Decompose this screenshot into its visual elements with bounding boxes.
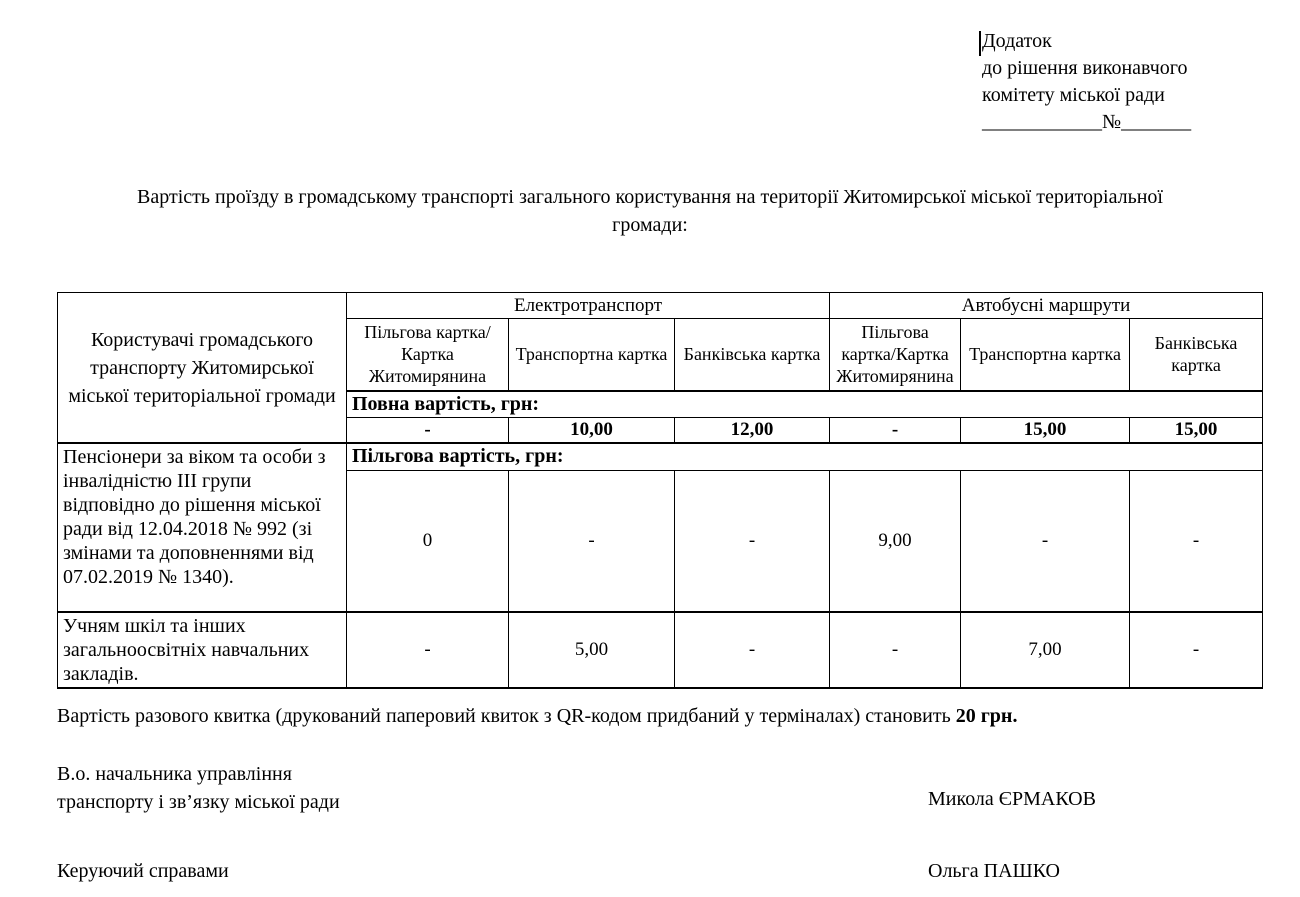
fare-value-cell: - (509, 470, 675, 612)
fare-value-cell: - (675, 470, 830, 612)
full-price-value: - (830, 417, 961, 443)
signature-position-transport-head (57, 760, 340, 816)
full-price-label: Повна вартість, грн: (347, 391, 1263, 418)
fare-value-cell: - (675, 612, 830, 688)
signatory-name-yermakov: Микола ЄРМАКОВ (928, 788, 1096, 810)
fare-value-cell: - (1130, 612, 1263, 688)
subheader-transport-card-electro: Транспортна картка (509, 319, 675, 391)
signature-position-affairs-manager: Керуючий справами (57, 860, 229, 882)
category-students: Учням шкіл та інших загальноосвітніх навчальних закладів. (58, 612, 347, 688)
group-header-electrotransport: Електротранспорт (347, 293, 830, 319)
single-ticket-note-text: Вартість разового квитка (друкований паперовий квиток з QR-кодом придбаний у терміналах) становить (57, 705, 956, 727)
single-ticket-price: 20 грн. (955, 705, 1018, 727)
fare-value-cell: 0 (347, 470, 509, 612)
appendix-note-line: до рішення виконавчого (982, 57, 1188, 79)
fare-value-cell: 7,00 (961, 612, 1130, 688)
appendix-note (982, 28, 1191, 136)
full-price-value: 15,00 (961, 417, 1130, 443)
fare-value-cell: - (961, 470, 1130, 612)
appendix-note-line: комітету міської ради (982, 84, 1165, 106)
document-title (0, 183, 1300, 239)
signatory-name-pashko: Ольга ПАШКО (928, 860, 1060, 882)
users-column-header: Користувачі громадського транспорту Житомирської міської територіальної громади (58, 293, 347, 444)
text-cursor (979, 31, 981, 56)
fare-value-cell: - (830, 612, 961, 688)
group-header-bus-routes: Автобусні маршрути (830, 293, 1263, 319)
full-price-value: - (347, 417, 509, 443)
single-ticket-note (57, 703, 1017, 730)
subheader-privilege-card-bus: Пільгова картка/Картка Житомирянина (830, 319, 961, 391)
full-price-value: 12,00 (675, 417, 830, 443)
discount-price-label: Пільгова вартість, грн: (347, 443, 1263, 470)
signature-position-line: транспорту і зв’язку міської ради (57, 791, 340, 813)
signature-position-line: В.о. начальника управління (57, 763, 292, 785)
fare-value-cell: 9,00 (830, 470, 961, 612)
appendix-note-number-line: ____________№_______ (982, 111, 1192, 133)
fare-value-cell: - (347, 612, 509, 688)
subheader-bank-card-bus: Банківська картка (1130, 319, 1263, 391)
fare-value-cell: 5,00 (509, 612, 675, 688)
subheader-transport-card-bus: Транспортна картка (961, 319, 1130, 391)
subheader-privilege-card-electro: Пільгова картка/Картка Житомирянина (347, 319, 509, 391)
full-price-value: 10,00 (509, 417, 675, 443)
appendix-note-line: Додаток (982, 30, 1052, 52)
category-pensioners: Пенсіонери за віком та особи з інвалідністю ІІІ групи відповідно до рішення міської ради від 12.04.2018 № 992 (зі змінами та доповненнями від 07.02.2019 № 1340). (58, 443, 347, 612)
full-price-value: 15,00 (1130, 417, 1263, 443)
document-title-text: Вартість проїзду в громадському транспорті загального користування на території Житомирської міської територіальної громади: (137, 186, 1163, 236)
fares-table (57, 292, 1263, 689)
fare-value-cell: - (1130, 470, 1263, 612)
subheader-bank-card-electro: Банківська картка (675, 319, 830, 391)
